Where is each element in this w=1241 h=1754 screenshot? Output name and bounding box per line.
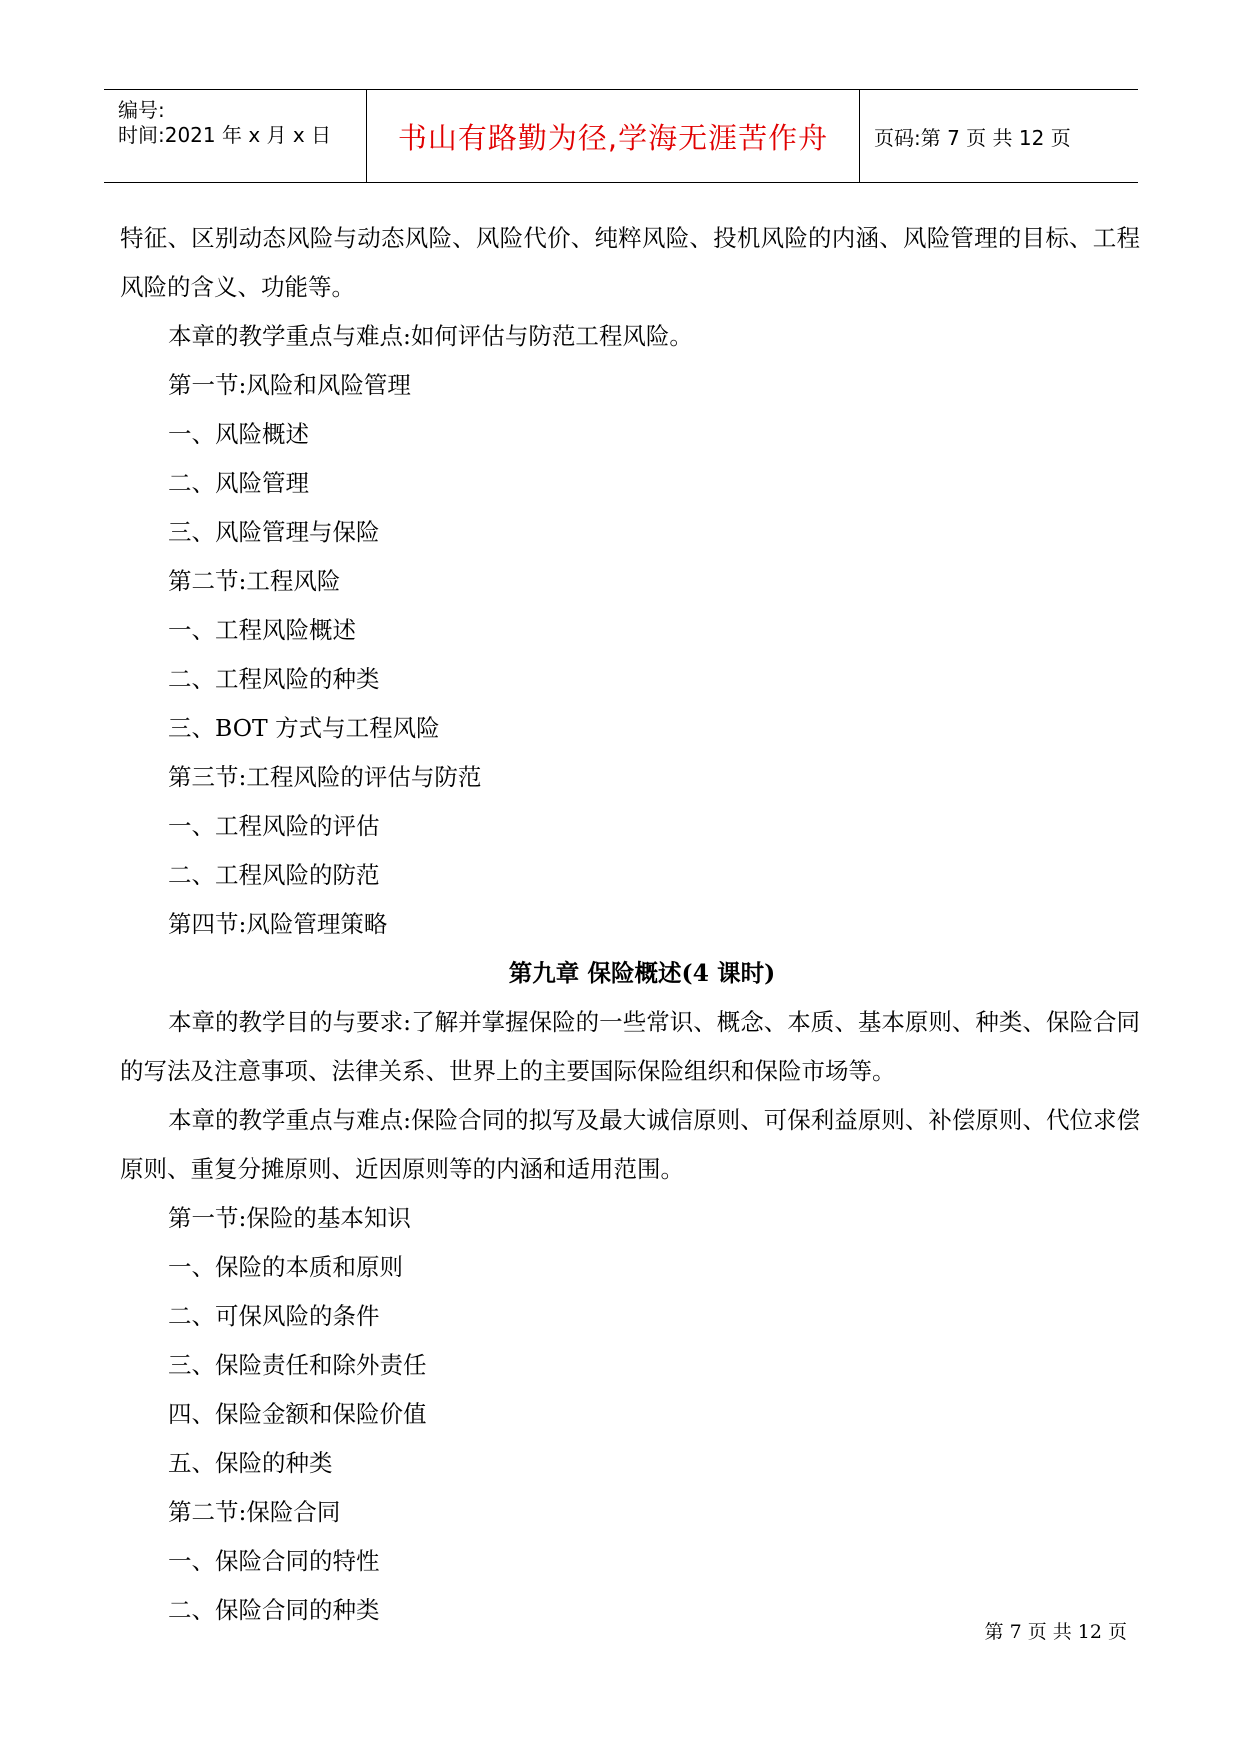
list-item: 二、工程风险的种类: [168, 665, 380, 693]
list-item: 五、保险的种类: [168, 1449, 333, 1477]
paragraph: 本章的教学重点与难点:如何评估与防范工程风险。: [168, 322, 693, 350]
list-item: 一、保险合同的特性: [168, 1547, 380, 1575]
header-motto-cell: [367, 90, 860, 182]
list-item: 二、风险管理: [168, 469, 309, 497]
section-title: 第二节:工程风险: [168, 567, 341, 595]
header-time-label: 时间:2021 年 x 月 x 日: [118, 123, 332, 147]
header-number-label: 编号:: [118, 98, 165, 122]
paragraph: 本章的教学重点与难点:保险合同的拟写及最大诚信原则、可保利益原则、补偿原则、代位求偿原则、重复分摊原则、近因原则等的内涵和适用范围。: [120, 1106, 1140, 1183]
section-title: 第二节:保险合同: [168, 1498, 341, 1526]
list-item: 二、保险合同的种类: [168, 1596, 380, 1624]
list-item: 二、可保风险的条件: [168, 1302, 380, 1330]
header-page-cell: [860, 90, 1138, 182]
section-title: 第四节:风险管理策略: [168, 910, 388, 938]
list-item: 一、风险概述: [168, 420, 309, 448]
paragraph: 本章的教学目的与要求:了解并掌握保险的一些常识、概念、本质、基本原则、种类、保险合同的写法及注意事项、法律关系、世界上的主要国际保险组织和保险市场等。: [120, 1008, 1140, 1085]
section-title: 第三节:工程风险的评估与防范: [168, 763, 482, 791]
header-motto: 书山有路勤为径,学海无涯苦作舟: [397, 120, 829, 155]
list-item: 一、工程风险概述: [168, 616, 356, 644]
document-body: [120, 214, 1140, 1635]
list-item: 三、BOT 方式与工程风险: [168, 714, 440, 742]
page-header: [104, 89, 1138, 183]
header-info-cell: [104, 90, 367, 182]
list-item: 二、工程风险的防范: [168, 861, 380, 889]
paragraph: 特征、区别动态风险与动态风险、风险代价、纯粹风险、投机风险的内涵、风险管理的目标、工程风险的含义、功能等。: [120, 224, 1140, 301]
header-page-label: 页码:第 7 页 共 12 页: [874, 125, 1071, 150]
list-item: 一、工程风险的评估: [168, 812, 380, 840]
list-item: 四、保险金额和保险价值: [168, 1400, 427, 1428]
section-title: 第一节:保险的基本知识: [168, 1204, 411, 1232]
list-item: 三、风险管理与保险: [168, 518, 380, 546]
chapter-heading: 第九章 保险概述(4 课时): [508, 959, 776, 987]
list-item: 一、保险的本质和原则: [168, 1253, 403, 1281]
list-item: 三、保险责任和除外责任: [168, 1351, 427, 1379]
section-title: 第一节:风险和风险管理: [168, 371, 411, 399]
page-footer: 第 7 页 共 12 页: [984, 1621, 1127, 1643]
